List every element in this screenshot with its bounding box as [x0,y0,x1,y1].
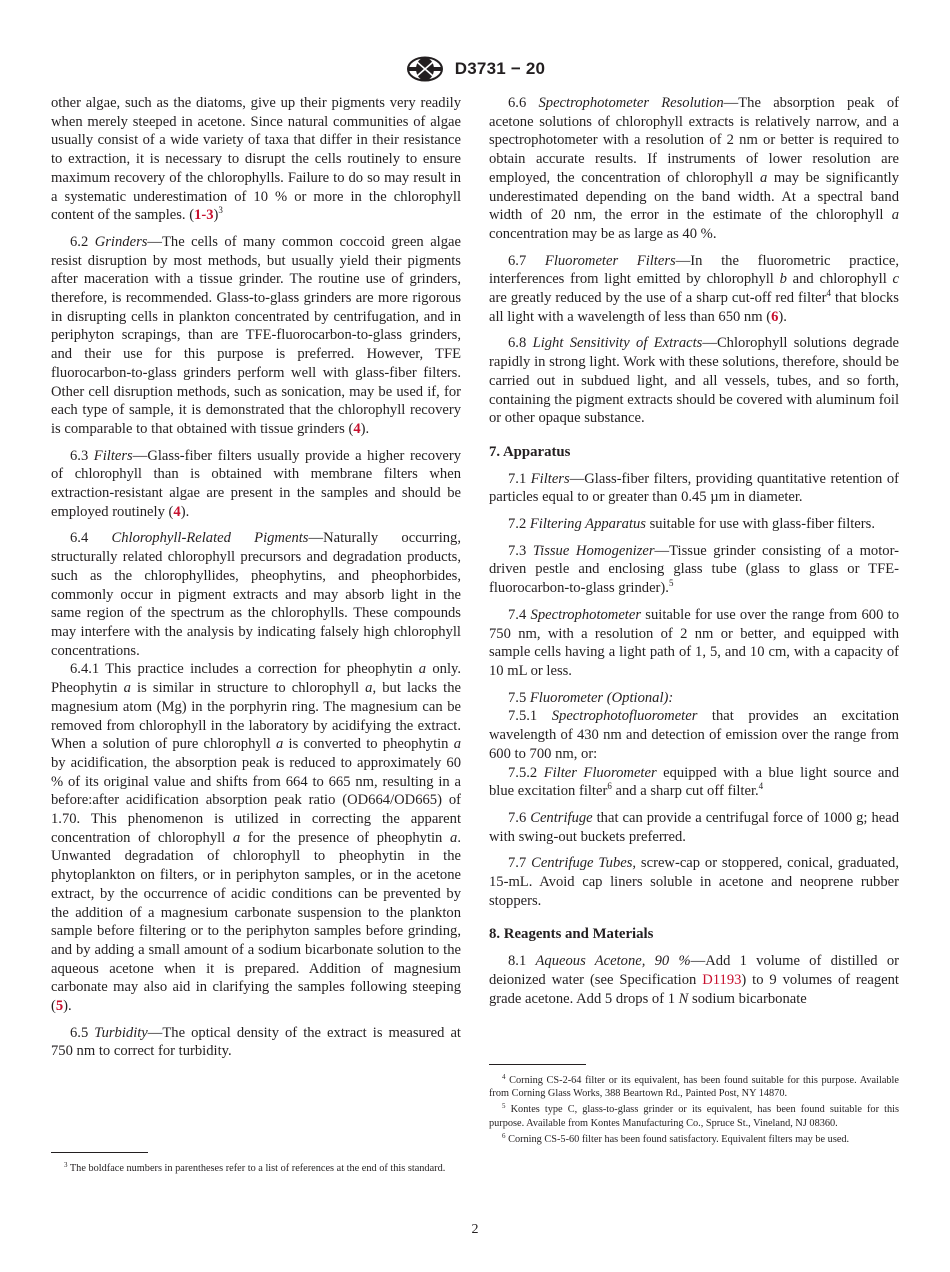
paragraph-7-5-2: 7.5.2 Filter Fluorometer equipped with a blue light source and blue excitation filter$^6$ and a sharp cut off filter.$^4$ [489,764,900,800]
paragraph-6-1-continued: other algae, such as the diatoms, give up their pigments very readily when merely steeped in acetone. Since natural communities of algae usually consist of a wide variety of taxa that differ in their resistance to extraction, it is necessary to disrupt the cells routinely to ensure maximum recovery of the chlorophylls. Failure to do so may result in a systematic underestimation of 10 % or more in the chlorophyll content of the samples. $(1-3)^3$ [51,95,461,224]
page-number: 2 [471,1222,479,1237]
specification-link-d1193[interactable]: D1193 [702,971,742,988]
paragraph-6-2: 6.2 Grinders—The cells of many common coccoid green algae resist disruption by most methods, but usually yield their pigments after maceration with a tissue grinder. The routine use of grinders, therefore, is recommended. Glass-to-glass grinders are more rigorous in disrupting cells in plankton concentrated by centrifugation, and in periphyton scrapings, than are TFE-fluorocarbon-to-glass grinders, and their use for this purpose is preferred. However, TFE fluorocarbon-to-glass grinders perform well with glass-fiber filters. Other cell disruption methods, such as sonication, may be used if, for each type of sample, it is demonstrated that the chlorophyll recovery is comparable to that obtained with tissue grinders (4). [51,233,461,437]
paragraph-6-7: 6.7 Fluorometer Filters—In the fluorometric practice, interferences from light emitted by chlorophyll b and chlorophyll c are greatly reduced by the use of a sharp cut-off red filter$^4$ that blocks all light with a wavelength of less than 650 nm (6). [489,252,900,325]
paragraph-6-5: 6.5 Turbidity—The optical density of the extract is measured at 750 nm to correct for turbidity. [51,1024,461,1060]
astm-logo-icon [405,56,445,82]
document-id: D3731 − 20 [454,59,546,78]
paragraph-7-1: 7.1 Filters—Glass-fiber filters, providing quantitative retention of particles equal to or greater than 0.45 µm in diameter. [489,470,899,506]
footnote-ref-4[interactable]: 4 [758,781,764,792]
paragraph-7-5-1: 7.5.1 Spectrophotofluorometer that provides an excitation wavelength of 430 nm and detection of emission over the range from 600 to 700 nm, or: [489,708,899,762]
footnote-divider [51,1152,148,1153]
section-heading-apparatus: 7. Apparatus [489,443,571,460]
footnote-divider [489,1064,586,1065]
reference-link-5[interactable]: 5 [55,998,64,1015]
paragraph-7-6: 7.6 Centrifuge that can provide a centrifugal force of 1000 g; head with swing-out buckets preferred. [489,809,899,845]
footnotes-right [489,1064,899,1149]
paragraph-7-7: 7.7 Centrifuge Tubes, screw-cap or stoppered, conical, graduated, 15-mL. Avoid cap liners soluble in acetone and neoprene rubber stoppers. [489,855,899,909]
paragraph-7-3: 7.3 Tissue Homogenizer—Tissue grinder consisting of a motor-driven pestle and enclosing glass tube (glass to glass or TFE-fluorocarbon-to-glass grinder).$^5$ [489,542,900,597]
left-column [51,94,461,1069]
page-header [0,56,950,86]
paragraph-8-1: 8.1 Aqueous Acetone, 90 %—Add 1 volume of distilled or deionized water (see Specification D1193) to 9 volumes of reagent grade acetone. Add 5 drops of 1 N sodium bicarbonate [489,953,900,1007]
paragraph-6-8: 6.8 Light Sensitivity of Extracts—Chlorophyll solutions degrade rapidly in strong light. Work with these solutions, therefore, should be carried out in subdued light, and all vessels, tubes, and so forth, containing the pigment extracts should be covered with aluminum foil or other opaque substance. [489,335,900,427]
footnote-6: $^6$ Corning CS-5-60 filter has been found satisfactory. Equivalent filters may be used. [502,1131,850,1145]
footnote-4: $^4$ Corning CS-2-64 filter or its equivalent, has been found suitable for this purpose. Available from Corning Glass Works, 388 Beartown Rd., Painted Post, NY 14870. [489,1073,899,1100]
reference-link-6[interactable]: 6 [771,308,779,325]
reference-link-4[interactable]: 4 [173,503,181,520]
paragraph-7-2: 7.2 Filtering Apparatus suitable for use with glass-fiber filters. [508,516,875,533]
paragraph-6-3: 6.3 Filters—Glass-fiber filters usually provide a higher recovery of chlorophyll than is obtained with membrane filters when extraction-resistant algae are present in the samples and should be employed routinely (4). [51,447,462,520]
section-heading-reagents: 8. Reagents and Materials [489,926,654,943]
reference-link-1-3[interactable]: 1-3 [194,207,214,224]
footnote-3: $^3$ The boldface numbers in parentheses refer to a list of references at the end of this standard. [64,1161,446,1174]
paragraph-6-4: 6.4 Chlorophyll-Related Pigments—Naturally occurring, structurally related chlorophyll precursors and degradation products, such as the chlorophyllides, pheophytins, and pheophorbides, commonly occur in pigment extracts and may absorb light in the same region of the spectrum as the chlorophylls. These compounds may interfere with the analysis by indicating falsely high chlorophyll concentrations. [51,530,461,659]
footnote-ref-4[interactable]: 4 [826,288,831,299]
footnote-ref-6[interactable]: 6 [607,781,612,792]
paragraph-7-4: 7.4 Spectrophotometer suitable for use over the range from 600 to 750 nm, with a resolution of 2 nm or better, and equipped with sample cells having a light path of 1, 5, and 10 cm, with a capacity of 10 mL or less. [489,606,900,679]
paragraph-6-4-1: 6.4.1 This practice includes a correction for pheophytin a only. Pheophytin a is similar in structure to chlorophyll a, but lacks the magnesium atom (Mg) in the porphyrin ring. The magnesium can be removed from chlorophyll in the laboratory by acidifying the extract. When a solution of pure chlorophyll a is converted to pheophytin a by acidification, the absorption peak is reduced to approximately 60 % of its original value and shifts from 664 to 665 nm, resulting in a before:after acidification absorption peak ratio (OD664/OD665) of 1.70. This phenomenon is utilized in correcting the apparent concentration of chlorophyll a for the presence of pheophytin a. Unwanted degradation of chlorophyll to pheophytin in the phytoplankton on filters, or in periphyton samples, or in the acetone extract, by the occurrence of acidic conditions can be prevented by the addition of a magnesium carbonate suspension to the plankton sample before filtering or to the periphyton samples before grinding, and by adding a small amount of a sodium bicarbonate solution to the aqueous acetone when it is prepared. Addition of magnesium carbonate may also aid in clarifying the samples following steeping (5). [51,661,462,1015]
footnote-ref-3[interactable]: 3 [218,205,223,216]
reference-link-4[interactable]: 4 [353,420,361,437]
footnotes-left [51,1152,461,1178]
right-column [489,94,899,1016]
paragraph-7-5: 7.5 Fluorometer (Optional): [508,689,674,706]
footnote-5: $^5$ Kontes type C, glass-to-glass grinder or its equivalent, has been found suitable for this purpose. Available from Kontes Manufacturing Co., Spruce St., Vineland, NJ 08360. [489,1102,899,1129]
paragraph-6-6: 6.6 Spectrophotometer Resolution—The absorption peak of acetone solutions of chlorophyll extracts is relatively narrow, and a spectrophotometer with a resolution of 2 nm or better is required to obtain accurate results. If instruments of lower resolution are employed, the concentration of chlorophyll a may be significantly underestimated depending on the band width. At a spectral band width of 20 nm, the error in the estimate of the chlorophyll a concentration may be as large as 40 %. [489,95,899,242]
footnote-ref-5[interactable]: 5 [668,578,674,589]
